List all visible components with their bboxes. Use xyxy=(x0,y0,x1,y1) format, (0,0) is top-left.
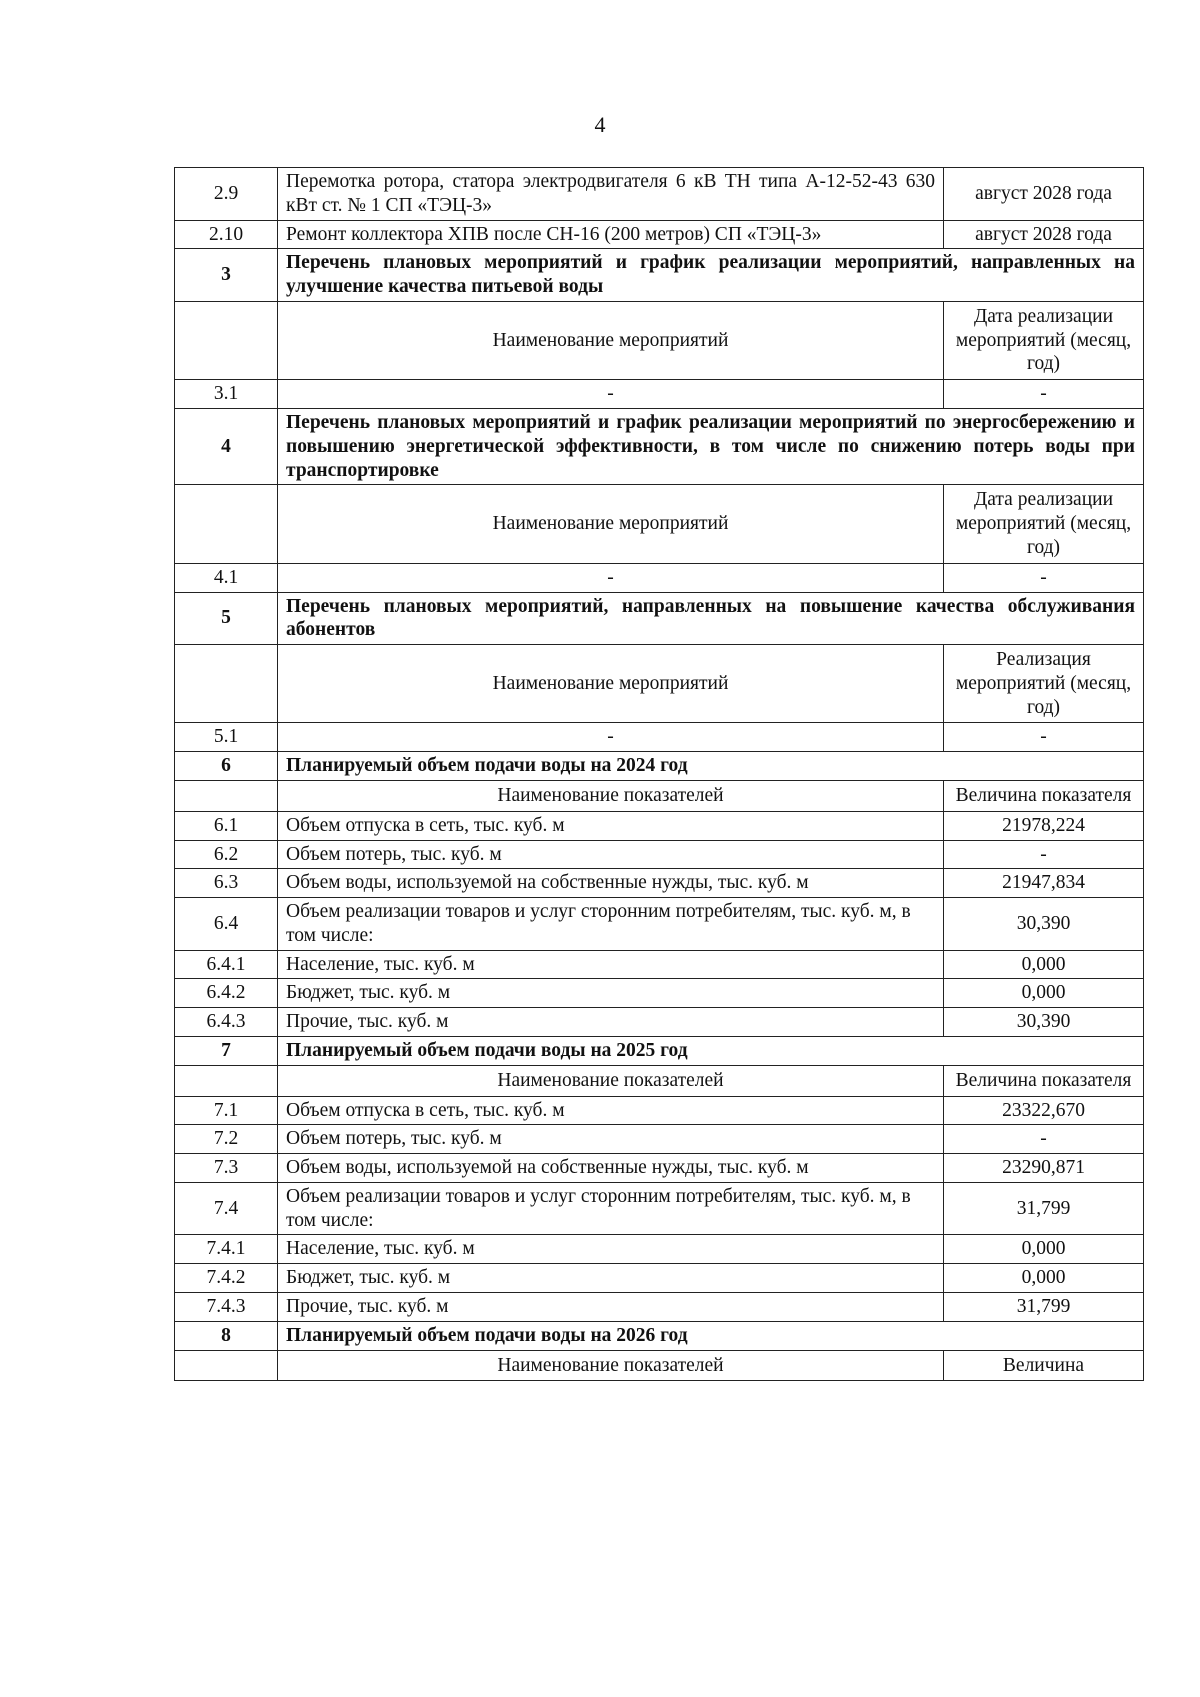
row-number: 5.1 xyxy=(175,723,278,752)
row-number: 4.1 xyxy=(175,563,278,592)
table-row xyxy=(175,168,1144,221)
table-row xyxy=(175,869,1144,898)
row-description: Объем отпуска в сеть, тыс. куб. м xyxy=(278,1096,944,1125)
column-header-value: Величина показателя xyxy=(944,1065,1144,1096)
section-row xyxy=(175,592,1144,645)
row-number: 7.2 xyxy=(175,1125,278,1154)
row-description: Население, тыс. куб. м xyxy=(278,1235,944,1264)
row-value: - xyxy=(944,563,1144,592)
column-header-name: Наименование показателей xyxy=(278,780,944,811)
table-row xyxy=(175,563,1144,592)
section-number: 3 xyxy=(175,249,278,302)
row-description: Объем реализации товаров и услуг сторонним потребителям, тыс. куб. м, в том числе: xyxy=(278,1182,944,1235)
section-row xyxy=(175,1321,1144,1350)
row-number: 7.4.1 xyxy=(175,1235,278,1264)
column-header-name: Наименование мероприятий xyxy=(278,485,944,563)
row-value: август 2028 года xyxy=(944,168,1144,221)
row-description: Население, тыс. куб. м xyxy=(278,950,944,979)
header-number-cell xyxy=(175,1065,278,1096)
table-row xyxy=(175,1008,1144,1037)
header-number-cell xyxy=(175,301,278,379)
row-value: 30,390 xyxy=(944,1008,1144,1037)
row-number: 6.4.3 xyxy=(175,1008,278,1037)
table-row xyxy=(175,220,1144,249)
row-number: 3.1 xyxy=(175,380,278,409)
row-value: 0,000 xyxy=(944,979,1144,1008)
table-row xyxy=(175,1182,1144,1235)
table-row xyxy=(175,1096,1144,1125)
row-number: 2.9 xyxy=(175,168,278,221)
table-row xyxy=(175,840,1144,869)
row-value: 23290,871 xyxy=(944,1154,1144,1183)
row-description: Объем реализации товаров и услуг сторонним потребителям, тыс. куб. м, в том числе: xyxy=(278,898,944,951)
table-row xyxy=(175,979,1144,1008)
page-number: 4 xyxy=(594,112,606,137)
row-number: 6.4.1 xyxy=(175,950,278,979)
column-header-name: Наименование показателей xyxy=(278,1065,944,1096)
row-description: Объем отпуска в сеть, тыс. куб. м xyxy=(278,811,944,840)
section-number: 6 xyxy=(175,752,278,781)
column-header-row xyxy=(175,1065,1144,1096)
section-title: Планируемый объем подачи воды на 2025 год xyxy=(278,1037,1144,1066)
section-title: Перечень плановых мероприятий и график реализации мероприятий по энергосбережению и повышению энергетической эффективности, в том числе по снижению потерь воды при транспортировке xyxy=(278,409,1144,485)
section-title: Планируемый объем подачи воды на 2026 год xyxy=(278,1321,1144,1350)
section-number: 7 xyxy=(175,1037,278,1066)
table-row xyxy=(175,723,1144,752)
table-row xyxy=(175,950,1144,979)
row-value: 21978,224 xyxy=(944,811,1144,840)
row-value: 0,000 xyxy=(944,950,1144,979)
row-value: 31,799 xyxy=(944,1293,1144,1322)
section-row xyxy=(175,409,1144,485)
row-value: август 2028 года xyxy=(944,220,1144,249)
section-title: Планируемый объем подачи воды на 2024 год xyxy=(278,752,1144,781)
section-title: Перечень плановых мероприятий и график реализации мероприятий, направленных на улучшение качества питьевой воды xyxy=(278,249,1144,302)
header-number-cell xyxy=(175,485,278,563)
column-header-value: Величина xyxy=(944,1350,1144,1381)
row-number: 6.1 xyxy=(175,811,278,840)
section-number: 5 xyxy=(175,592,278,645)
section-row xyxy=(175,752,1144,781)
row-value: 31,799 xyxy=(944,1182,1144,1235)
plan-table xyxy=(174,167,1144,1381)
table-row xyxy=(175,1264,1144,1293)
row-number: 2.10 xyxy=(175,220,278,249)
header-number-cell xyxy=(175,645,278,723)
row-value: - xyxy=(944,1125,1144,1154)
table-row xyxy=(175,898,1144,951)
row-description: Бюджет, тыс. куб. м xyxy=(278,979,944,1008)
row-value: 23322,670 xyxy=(944,1096,1144,1125)
table-row xyxy=(175,1293,1144,1322)
column-header-row xyxy=(175,1350,1144,1381)
row-number: 6.4 xyxy=(175,898,278,951)
row-description: Объем потерь, тыс. куб. м xyxy=(278,840,944,869)
column-header-value: Величина показателя xyxy=(944,780,1144,811)
row-value: - xyxy=(944,840,1144,869)
column-header-name: Наименование мероприятий xyxy=(278,301,944,379)
row-description: Объем воды, используемой на собственные нужды, тыс. куб. м xyxy=(278,869,944,898)
row-description: Прочие, тыс. куб. м xyxy=(278,1293,944,1322)
column-header-row xyxy=(175,485,1144,563)
column-header-value: Дата реализации мероприятий (месяц, год) xyxy=(944,485,1144,563)
row-description: Объем воды, используемой на собственные нужды, тыс. куб. м xyxy=(278,1154,944,1183)
row-description: Объем потерь, тыс. куб. м xyxy=(278,1125,944,1154)
row-description: Прочие, тыс. куб. м xyxy=(278,1008,944,1037)
header-number-cell xyxy=(175,1350,278,1381)
row-description: - xyxy=(278,380,944,409)
row-number: 6.3 xyxy=(175,869,278,898)
row-number: 7.1 xyxy=(175,1096,278,1125)
table-row xyxy=(175,380,1144,409)
row-number: 7.4.3 xyxy=(175,1293,278,1322)
column-header-value: Дата реализации мероприятий (месяц, год) xyxy=(944,301,1144,379)
section-title: Перечень плановых мероприятий, направленных на повышение качества обслуживания абонентов xyxy=(278,592,1144,645)
table-row xyxy=(175,1235,1144,1264)
section-number: 8 xyxy=(175,1321,278,1350)
table-row xyxy=(175,811,1144,840)
row-value: 0,000 xyxy=(944,1264,1144,1293)
row-number: 7.4.2 xyxy=(175,1264,278,1293)
column-header-name: Наименование мероприятий xyxy=(278,645,944,723)
plan-table-body xyxy=(175,168,1144,1381)
row-value: - xyxy=(944,723,1144,752)
row-number: 6.2 xyxy=(175,840,278,869)
row-number: 7.3 xyxy=(175,1154,278,1183)
row-description: Бюджет, тыс. куб. м xyxy=(278,1264,944,1293)
column-header-name: Наименование показателей xyxy=(278,1350,944,1381)
section-number: 4 xyxy=(175,409,278,485)
row-description: - xyxy=(278,723,944,752)
column-header-row xyxy=(175,780,1144,811)
row-value: 0,000 xyxy=(944,1235,1144,1264)
row-description: Ремонт коллектора ХПВ после СН-16 (200 метров) СП «ТЭЦ-3» xyxy=(278,220,944,249)
section-row xyxy=(175,1037,1144,1066)
row-description: Перемотка ротора, статора электродвигателя 6 кВ ТН типа А-12-52-43 630 кВт ст. № 1 СП «ТЭЦ-3» xyxy=(278,168,944,221)
column-header-row xyxy=(175,301,1144,379)
table-row xyxy=(175,1125,1144,1154)
row-number: 7.4 xyxy=(175,1182,278,1235)
row-description: - xyxy=(278,563,944,592)
row-value: - xyxy=(944,380,1144,409)
row-number: 6.4.2 xyxy=(175,979,278,1008)
row-value: 21947,834 xyxy=(944,869,1144,898)
header-number-cell xyxy=(175,780,278,811)
section-row xyxy=(175,249,1144,302)
table-row xyxy=(175,1154,1144,1183)
row-value: 30,390 xyxy=(944,898,1144,951)
column-header-row xyxy=(175,645,1144,723)
column-header-value: Реализация мероприятий (месяц, год) xyxy=(944,645,1144,723)
